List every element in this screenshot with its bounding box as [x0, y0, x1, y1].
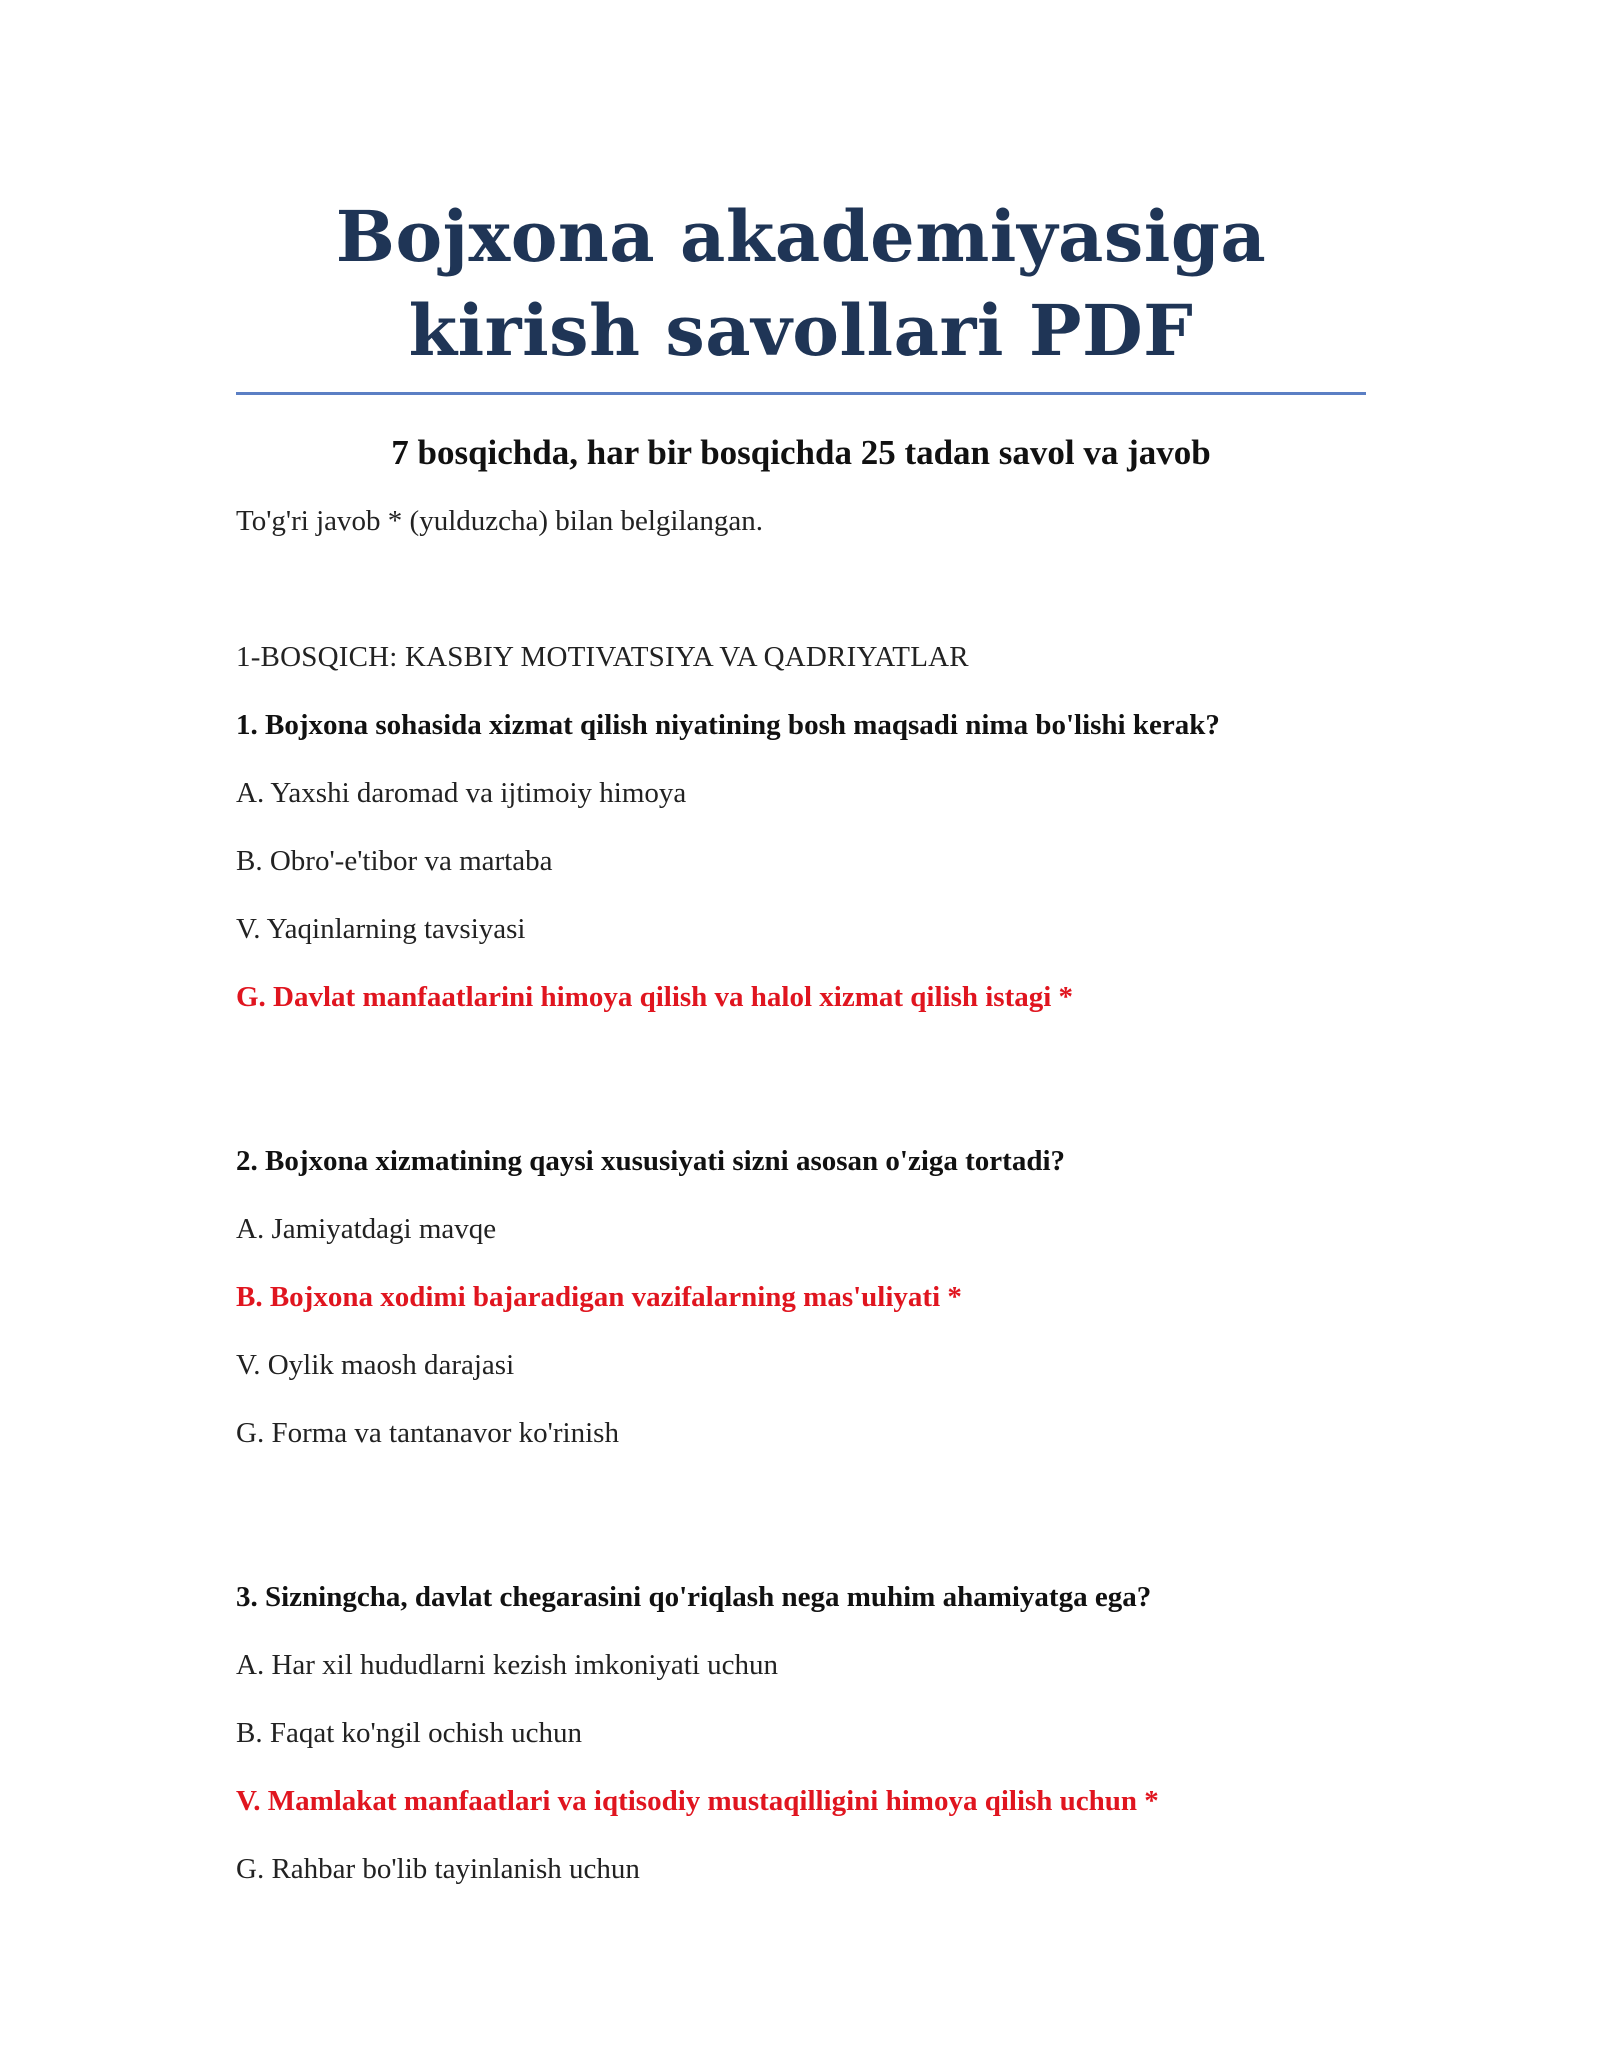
question-block — [236, 1141, 1366, 1453]
answer-option: V. Oylik maosh darajasi — [236, 1349, 515, 1381]
question-text: 3. Sizningcha, davlat chegarasini qo'riqlash nega muhim ahamiyatga ega? — [236, 1581, 1152, 1613]
correct-answer-option: G. Davlat manfaatlarini himoya qilish va halol xizmat qilish istagi * — [236, 981, 1074, 1013]
answer-key-note: To'g'ri javob * (yulduzcha) bilan belgilangan. — [236, 505, 764, 537]
question-text: 1. Bojxona sohasida xizmat qilish niyatining bosh maqsadi nima bo'lishi kerak? — [236, 709, 1220, 741]
stage-heading: 1-BOSQICH: KASBIY MOTIVATSIYA VA QADRIYATLAR — [236, 641, 969, 673]
answer-option: B. Faqat ko'ngil ochish uchun — [236, 1717, 582, 1749]
title-divider — [236, 392, 1366, 395]
answer-option: A. Har xil hududlarni kezish imkoniyati uchun — [236, 1649, 779, 1681]
question-text: 2. Bojxona xizmatining qaysi xususiyati sizni asosan o'ziga tortadi? — [236, 1145, 1066, 1177]
page-title: Bojxona akademiyasiga kirish savollari PDF — [335, 195, 1267, 372]
question-block — [236, 705, 1366, 1017]
answer-option: A. Yaxshi daromad va ijtimoiy himoya — [236, 777, 687, 809]
page-subtitle: 7 bosqichda, har bir bosqichda 25 tadan savol va javob — [391, 433, 1211, 472]
answer-option: G. Forma va tantanavor ko'rinish — [236, 1417, 619, 1449]
question-block — [236, 1577, 1366, 1889]
document-page — [236, 0, 1366, 1889]
correct-answer-option: B. Bojxona xodimi bajaradigan vazifalarning mas'uliyati * — [236, 1281, 962, 1313]
answer-option: G. Rahbar bo'lib tayinlanish uchun — [236, 1853, 640, 1885]
question-list — [236, 705, 1366, 1889]
answer-option: A. Jamiyatdagi mavqe — [236, 1213, 497, 1245]
spacer — [236, 1017, 1366, 1113]
answer-option: B. Obro'-e'tibor va martaba — [236, 845, 553, 877]
correct-answer-option: V. Mamlakat manfaatlari va iqtisodiy mustaqilligini himoya qilish uchun * — [236, 1785, 1159, 1817]
answer-option: V. Yaqinlarning tavsiyasi — [236, 913, 526, 945]
spacer — [236, 1453, 1366, 1549]
